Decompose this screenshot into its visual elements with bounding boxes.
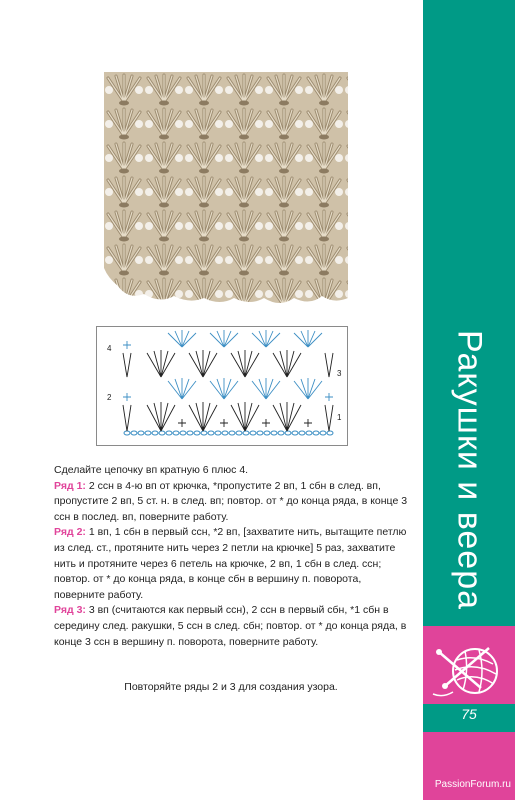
- row-3-text: 3 вп (считаются как первый ссн), 2 ссн в первый сбн, *1 сбн в середину след. ракушки, 5 ссн в след. сбн; повтор. от * до конца ряда, в конце 3 ссн в вершину п. поворота, поверните работу.: [54, 604, 407, 648]
- row-label-4: 4: [107, 344, 112, 353]
- row-1-text: 2 ссн в 4-ю вп от крючка, *пропустите 2 вп, 1 сбн в след. вп, пропустите 2 вп, 5 ст. н. в след. вп; повтор. от * до конца ряда, в конце 3 ссн в послед. вп, поверните работу.: [54, 479, 408, 523]
- row-3-label: Ряд 3:: [54, 604, 86, 617]
- yarn-ball-icon: [423, 626, 515, 704]
- watermark: PassionForum.ru: [434, 779, 511, 790]
- repeat-note: Повторяйте ряды 2 и 3 для создания узора.: [124, 681, 338, 693]
- page-number: 75: [461, 706, 477, 722]
- row-1-label: Ряд 1:: [54, 479, 86, 492]
- row-label-1: 1: [337, 413, 342, 422]
- row-3-instruction: [54, 603, 408, 650]
- intro-line: Сделайте цепочку вп кратную 6 плюс 4.: [54, 464, 249, 476]
- crochet-chart-diagram: [96, 326, 348, 446]
- pink-box: [423, 626, 515, 704]
- row-2-instruction: [54, 525, 408, 603]
- row-label-3: 3: [337, 369, 342, 378]
- instructions: [54, 463, 408, 650]
- sidebar-title: [423, 320, 515, 620]
- sidebar-title-text: Ракушки и веера: [450, 329, 489, 611]
- row-1-instruction: [54, 479, 408, 526]
- crochet-photo: [104, 72, 348, 310]
- row-label-2: 2: [107, 393, 112, 402]
- row-2-label: Ряд 2:: [54, 526, 86, 539]
- row-2-text: 1 вп, 1 сбн в первый ссн, *2 вп, [захватите нить, вытащите петлю из след. ст., протяните нить через 2 петли на крючке] 5 раз, захватите нить и протяните через 6 петель на крючке, 2 вп, 1 сбн в след. ссн; повтор. от * до конца ряда, в конце сбн в вершину п. поворота, поверните работу.: [54, 526, 407, 601]
